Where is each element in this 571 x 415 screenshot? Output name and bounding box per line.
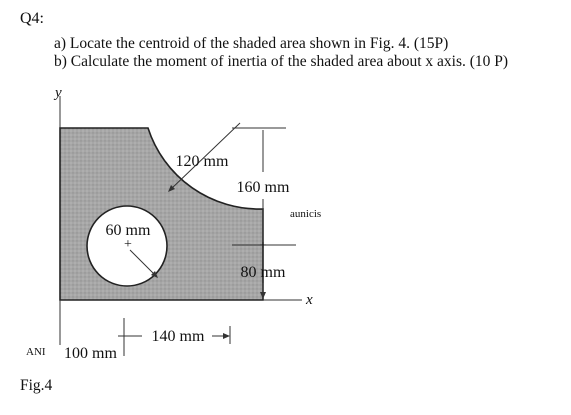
right-width-arrow: [223, 333, 230, 339]
y-axis-label: y: [55, 85, 62, 101]
scan-ghost-mark: ANI: [26, 346, 46, 358]
mid-tick-mark: +: [259, 237, 267, 252]
question-part-b: b) Calculate the moment of inertia of the shaded area about x axis. (10 P): [54, 53, 509, 70]
figure-caption: Fig.4: [20, 377, 53, 394]
scan-ghost-mark: aunicis: [290, 208, 322, 220]
right-width-label: 140 mm: [151, 328, 205, 345]
quarter-radius-label: 120 mm: [175, 153, 229, 170]
upper-height-label: 160 mm: [236, 179, 290, 196]
hole-diameter-label: 60 mm: [105, 222, 151, 239]
question-part-a: a) Locate the centroid of the shaded area shown in Fig. 4. (15P): [54, 35, 449, 52]
hole-center-mark: +: [124, 237, 132, 252]
x-axis-label: x: [306, 292, 313, 308]
shaded-area: [60, 128, 263, 300]
question-number: Q4:: [20, 10, 44, 27]
lower-height-label: 80 mm: [240, 264, 286, 281]
left-width-label: 100 mm: [64, 345, 117, 362]
